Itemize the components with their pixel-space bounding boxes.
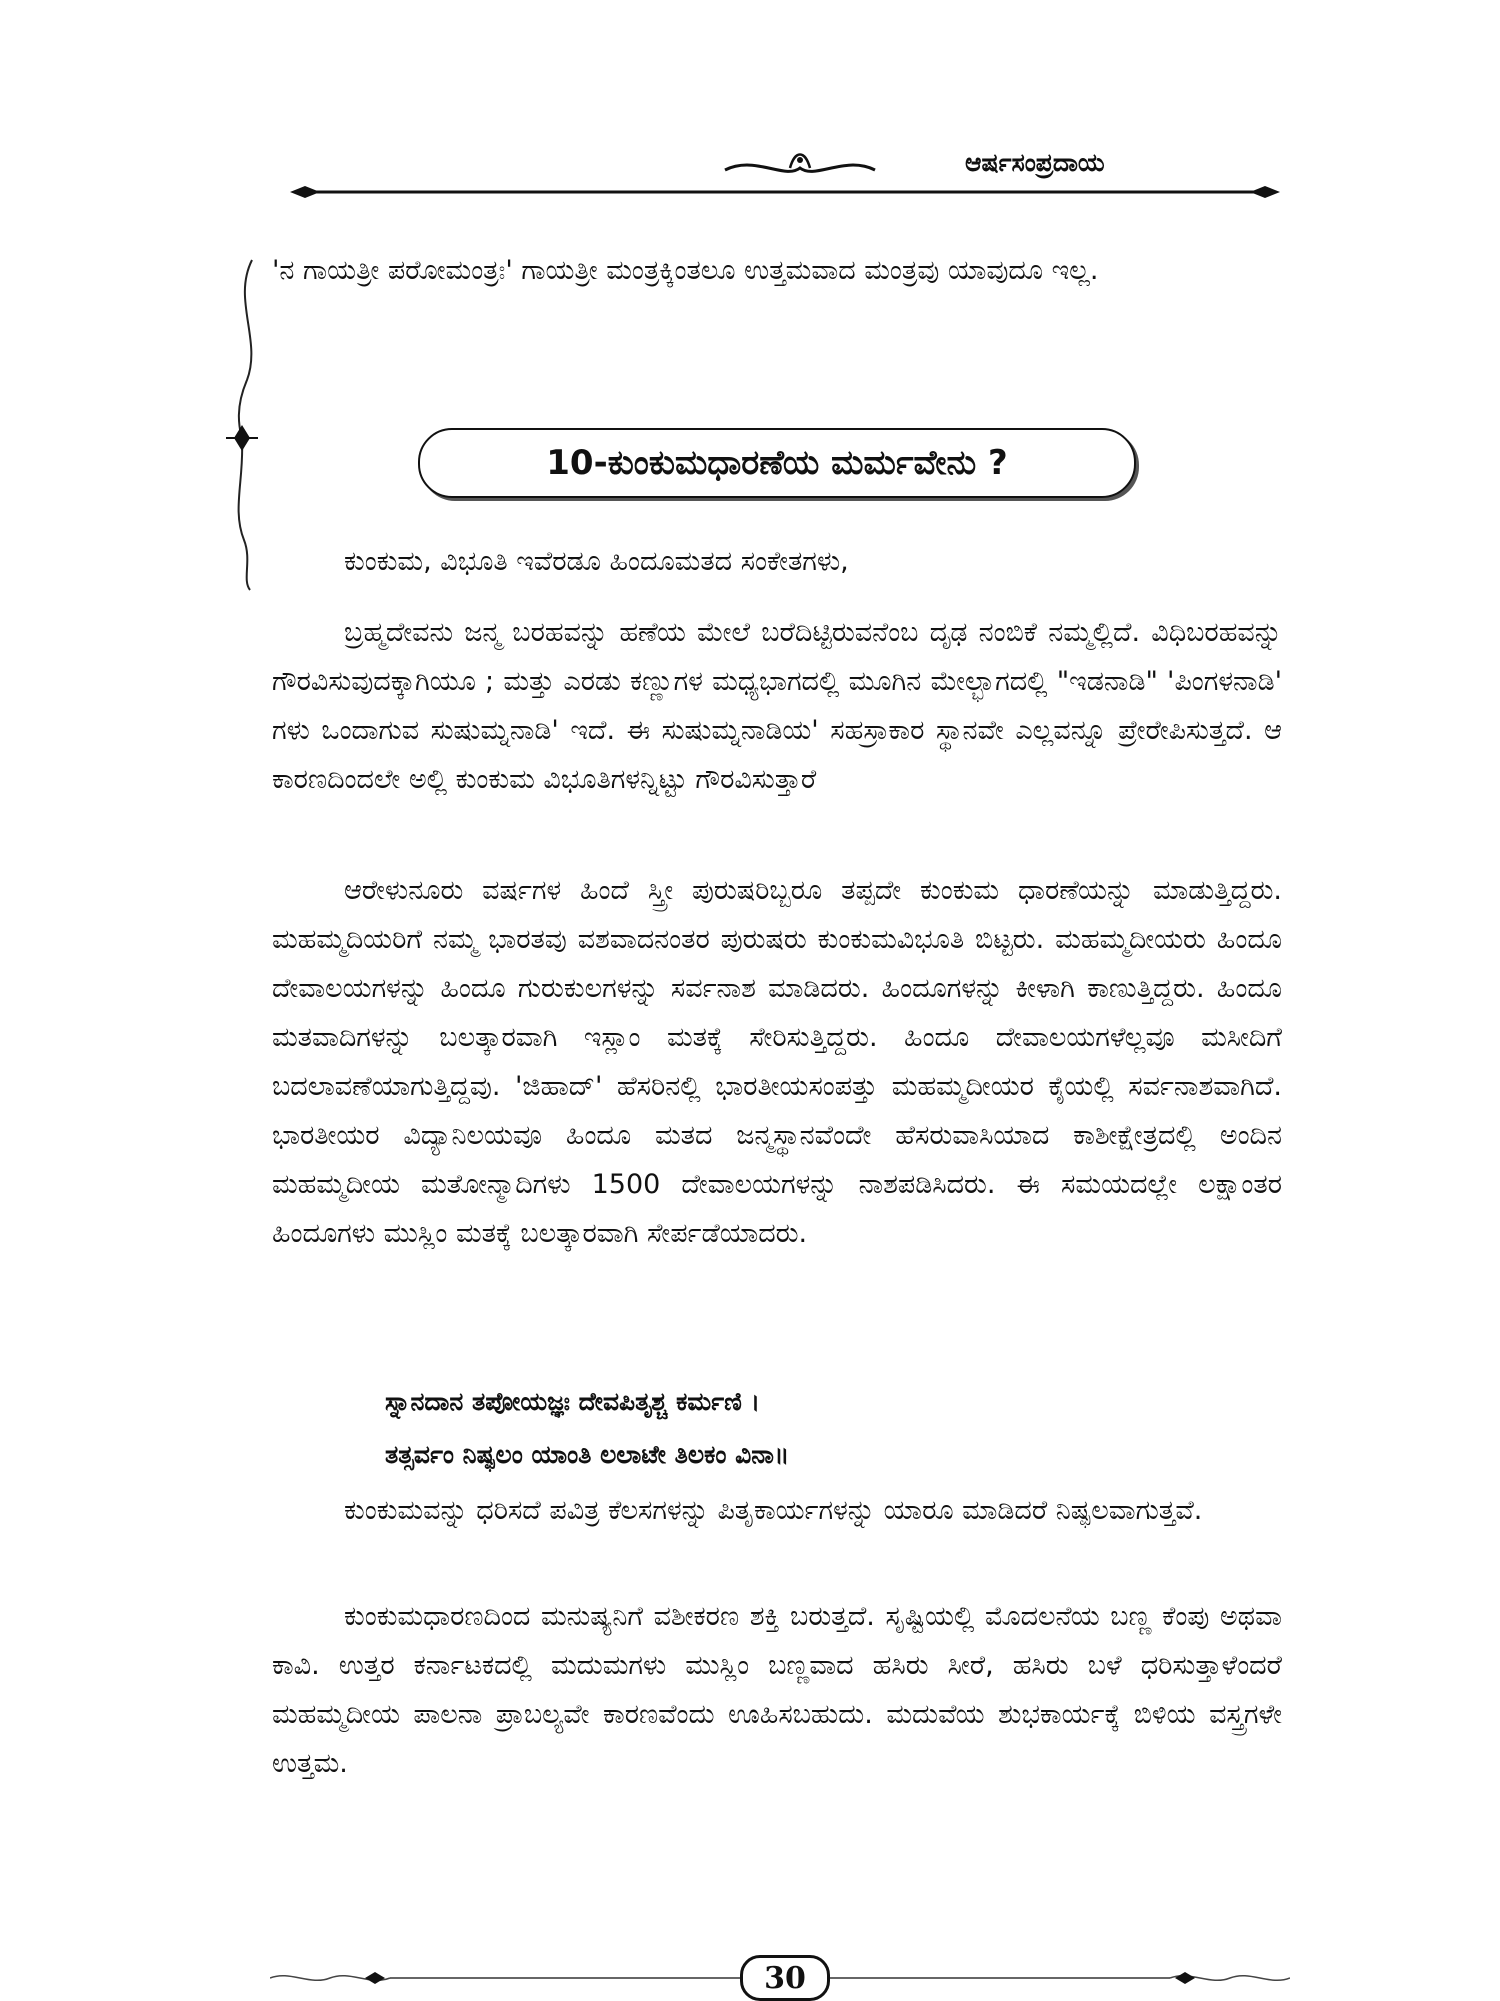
verse-line-2: ತತ್ಸರ್ವಂ ನಿಷ್ಫಲಂ ಯಾಂತಿ ಲಲಾಟೇ ತಿಲಕಂ ವಿನಾ॥: [385, 1440, 790, 1469]
paragraph-1: ಕುಂಕುಮ, ವಿಭೂತಿ ಇವೆರಡೂ ಹಿಂದೂಮತದ ಸಂಕೇತಗಳು,: [344, 546, 849, 577]
page-number: 30: [740, 1955, 830, 2001]
paragraph-after-verse: ಕುಂಕುಮವನ್ನು ಧರಿಸದೆ ಪವಿತ್ರ ಕೆಲಸಗಳನ್ನು ಪಿತೃಕಾರ್ಯಗಳನ್ನು ಯಾರೂ ಮಾಡಿದರೆ ನಿಷ್ಫಲವಾಗುತ್ತವೆ.: [344, 1495, 1203, 1526]
running-header-title: ಆರ್ಷಸಂಪ್ರದಾಯ: [965, 148, 1105, 177]
paragraph-final: ಕುಂಕುಮಧಾರಣದಿಂದ ಮನುಷ್ಯನಿಗೆ ವಶೀಕರಣ ಶಕ್ತಿ ಬರುತ್ತದೆ. ಸೃಷ್ಟಿಯಲ್ಲಿ ಮೊದಲನೆಯ ಬಣ್ಣ ಕೆಂಪು ಅಥವಾ ಕಾವಿ. ಉತ್ತರ ಕರ್ನಾಟಕದಲ್ಲಿ ಮದುಮಗಳು ಮುಸ್ಲಿಂ ಬಣ್ಣವಾದ ಹಸಿರು ಸೀರೆ, ಹಸಿರು ಬಳೆ ಧರಿಸುತ್ತಾಳೆಂದರೆ ಮಹಮ್ಮದೀಯ ಪಾಲನಾ ಪ್ರಾಬಲ್ಯವೇ ಕಾರಣವೆಂದು ಊಹಿಸಬಹುದು. ಮದುವೆಯ ಶುಭಕಾರ್ಯಕ್ಕೆ ಬಿಳಿಯ ವಸ್ತ್ರಗಳೇ ಉತ್ತಮ.: [272, 1601, 1282, 1779]
header-ornament-rule: [285, 140, 1285, 200]
paragraph-3: ಆರೇಳುನೂರು ವರ್ಷಗಳ ಹಿಂದೆ ಸ್ತ್ರೀ ಪುರುಷರಿಬ್ಬರೂ ತಪ್ಪದೇ ಕುಂಕುಮ ಧಾರಣೆಯನ್ನು ಮಾಡುತ್ತಿದ್ದರು. ಮಹಮ್ಮದಿಯರಿಗೆ ನಮ್ಮ ಭಾರತವು ವಶವಾದನಂತರ ಪುರುಷರು ಕುಂಕುಮವಿಭೂತಿ ಬಿಟ್ಟರು. ಮಹಮ್ಮದೀಯರು ಹಿಂದೂ ದೇವಾಲಯಗಳನ್ನು ಹಿಂದೂ ಗುರುಕುಲಗಳನ್ನು ಸರ್ವನಾಶ ಮಾಡಿದರು. ಹಿಂದೂಗಳನ್ನು ಕೀಳಾಗಿ ಕಾಣುತ್ತಿದ್ದರು. ಹಿಂದೂ ಮತವಾದಿಗಳನ್ನು ಬಲತ್ಕಾರವಾಗಿ ಇಸ್ಲಾಂ ಮತಕ್ಕೆ ಸೇರಿಸುತ್ತಿದ್ದರು. ಹಿಂದೂ ದೇವಾಲಯಗಳೆಲ್ಲವೂ ಮಸೀದಿಗೆ ಬದಲಾವಣೆಯಾಗುತ್ತಿದ್ದವು. 'ಜಿಹಾದ್' ಹೆಸರಿನಲ್ಲಿ ಭಾರತೀಯಸಂಪತ್ತು ಮಹಮ್ಮದೀಯರ ಕೈಯಲ್ಲಿ ಸರ್ವನಾಶವಾಗಿದೆ. ಭಾರತೀಯರ ವಿದ್ಯಾನಿಲಯವೂ ಹಿಂದೂ ಮತದ ಜನ್ಮಸ್ಥಾನವೆಂದೇ ಹೆಸರುವಾಸಿಯಾದ ಕಾಶೀಕ್ಷೇತ್ರದಲ್ಲಿ ಅಂದಿನ ಮಹಮ್ಮದೀಯ ಮತೋನ್ಮಾದಿಗಳು 1500 ದೇವಾಲಯಗಳನ್ನು ನಾಶಪಡಿಸಿದರು. ಈ ಸಮಯದಲ್ಲೇ ಲಕ್ಷಾಂತರ ಹಿಂದೂಗಳು ಮುಸ್ಲಿಂ ಮತಕ್ಕೆ ಬಲತ್ಕಾರವಾಗಿ ಸೇರ್ಪಡೆಯಾದರು.: [272, 875, 1282, 1249]
section-heading: 10-ಕುಂಕುಮಧಾರಣೆಯ ಮರ್ಮವೇನು ?: [418, 428, 1136, 498]
verse-line-1: ಸ್ನಾನದಾನ ತಪೋಯಜ್ಞಃ ದೇವಪಿತೃಶ್ಚ ಕರ್ಮಣಿ ।: [385, 1387, 761, 1416]
intro-paragraph: 'ನ ಗಾಯತ್ರೀ ಪರೋಮಂತ್ರಃ' ಗಾಯತ್ರೀ ಮಂತ್ರಕ್ಕಿಂತಲೂ ಉತ್ತಮವಾದ ಮಂತ್ರವು ಯಾವುದೂ ಇಲ್ಲ.: [272, 255, 1099, 286]
left-vine-ornament: [222, 240, 272, 600]
paragraph-2: ಬ್ರಹ್ಮದೇವನು ಜನ್ಮ ಬರಹವನ್ನು ಹಣೆಯ ಮೇಲೆ ಬರೆದಿಟ್ಟಿರುವನೆಂಬ ದೃಢ ನಂಬಿಕೆ ನಮ್ಮಲ್ಲಿದೆ. ವಿಧಿಬರಹವನ್ನು ಗೌರವಿಸುವುದಕ್ಕಾಗಿಯೂ ; ಮತ್ತು ಎರಡು ಕಣ್ಣುಗಳ ಮಧ್ಯಭಾಗದಲ್ಲಿ ಮೂಗಿನ ಮೇಲ್ಭಾಗದಲ್ಲಿ "ಇಡನಾಡಿ" 'ಪಿಂಗಳನಾಡಿ' ಗಳು ಒಂದಾಗುವ ಸುಷುಮ್ನನಾಡಿ' ಇದೆ. ಈ ಸುಷುಮ್ನನಾಡಿಯ' ಸಹಸ್ರಾಕಾರ ಸ್ಥಾನವೇ ಎಲ್ಲವನ್ನೂ ಪ್ರೇರೇಪಿಸುತ್ತದೆ. ಆ ಕಾರಣದಿಂದಲೇ ಅಲ್ಲಿ ಕುಂಕುಮ ವಿಭೂತಿಗಳನ್ನಿಟ್ಟು ಗೌರವಿಸುತ್ತಾರೆ: [272, 617, 1282, 795]
